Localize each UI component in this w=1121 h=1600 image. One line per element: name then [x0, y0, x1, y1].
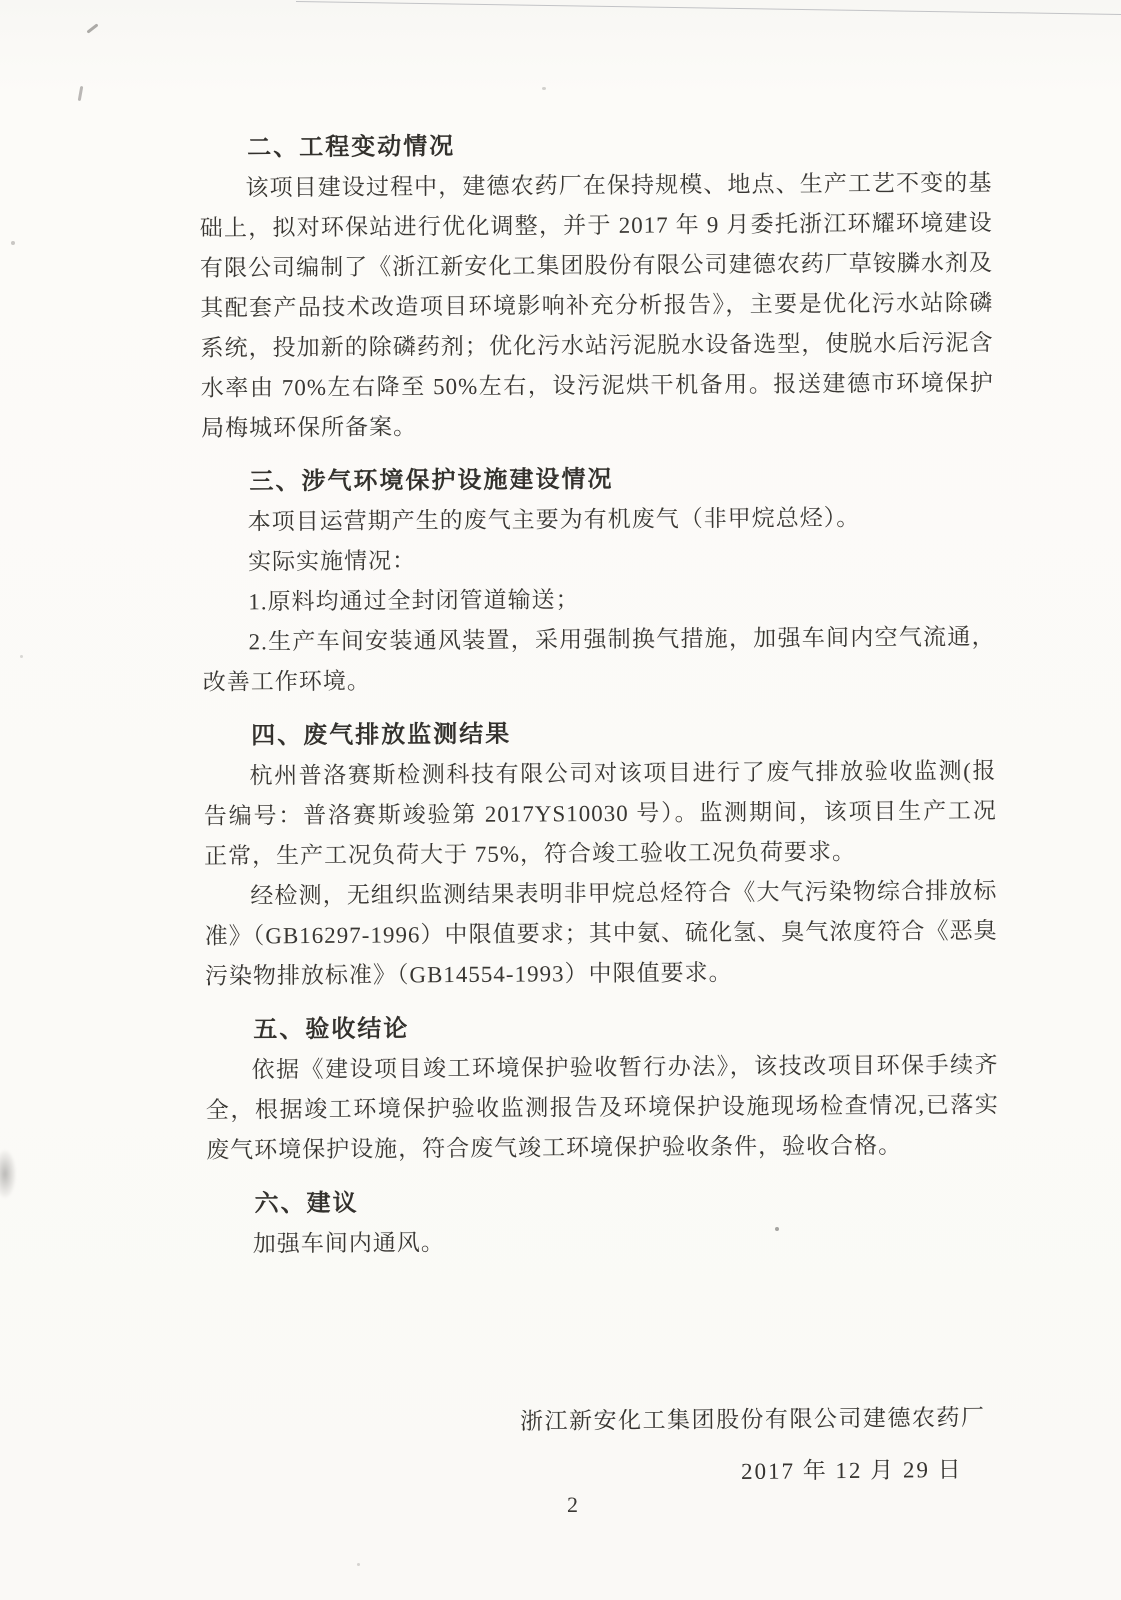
paragraph: 经检测，无组织监测结果表明非甲烷总烃符合《大气污染物综合排放标准》（GB16297-1996）中限值要求；其中氨、硫化氢、臭气浓度符合《恶臭污染物排放标准》（GB14554-1993）中限值要求。: [204, 878, 998, 989]
scan-speck: [20, 655, 23, 658]
section-heading-gas-protection-facilities: 三、涉气环境保护设施建设情况: [249, 466, 614, 496]
scan-smudge-blob: [0, 1150, 16, 1198]
paragraph: 实际实施情况：: [247, 548, 417, 575]
paragraph: 2.生产车间安装通风装置，采用强制换气措施，加强车间内空气流通，改善工作环境。: [202, 624, 996, 695]
paragraph: 依据《建设项目竣工环境保护验收暂行办法》，该技改项目环保手续齐全，根据竣工环境保护验收监测报告及环境保护设施现场检查情况,已落实废气环境保护设施，符合废气竣工环境保护验收条件，验收合格。: [205, 1052, 999, 1163]
section-heading-suggestions: 六、建议: [254, 1190, 359, 1218]
paragraph: 1.原料均通过全封闭管道输送；: [248, 587, 580, 615]
page-number: 2: [567, 1492, 578, 1517]
scan-smudge: [78, 86, 84, 101]
paragraph: 加强车间内通风。: [252, 1230, 445, 1257]
section-heading-project-changes: 二、工程变动情况: [247, 133, 456, 162]
signature-date: 2017 年 12 月 29 日: [741, 1457, 964, 1484]
scan-speck: [357, 1563, 360, 1566]
paragraph: 本项目运营期产生的废气主要为有机废气（非甲烷总烃）。: [247, 505, 861, 535]
section-heading-acceptance-conclusion: 五、验收结论: [253, 1016, 410, 1044]
document-body: [199, 123, 1000, 1265]
section-heading-emission-monitoring-results: 四、废气排放监测结果: [251, 721, 512, 750]
scan-speck: [11, 241, 15, 245]
scan-smudge: [86, 23, 98, 33]
scan-edge-artifact: [296, 1, 1121, 15]
paragraph: 杭州普洛赛斯检测科技有限公司对该项目进行了废气排放验收监测(报告编号：普洛赛斯竣验第 2017YS10030 号）。监测期间，该项目生产工况正常，生产工况负荷大于 75%，符合竣工验收工况负荷要求。: [203, 758, 997, 869]
signature-company: 浙江新安化工集团股份有限公司建德农药厂: [519, 1404, 986, 1435]
scan-speck: [542, 87, 546, 90]
paragraph: 该项目建设过程中，建德农药厂在保持规模、地点、生产工艺不变的基础上，拟对环保站进行优化调整，并于 2017 年 9 月委托浙江环耀环境建设有限公司编制了《浙江新安化工集团股份有限公司建德农药厂草铵膦水剂及其配套产品技术改造项目环境影响补充分析报告》，主要是优化污水站除磷系统，投加新的除磷药剂；优化污水站污泥脱水设备选型，使脱水后污泥含水率由 70%左右降至 50%左右，设污泥烘干机备用。报送建德市环境保护局梅城环保所备案。: [199, 170, 994, 441]
